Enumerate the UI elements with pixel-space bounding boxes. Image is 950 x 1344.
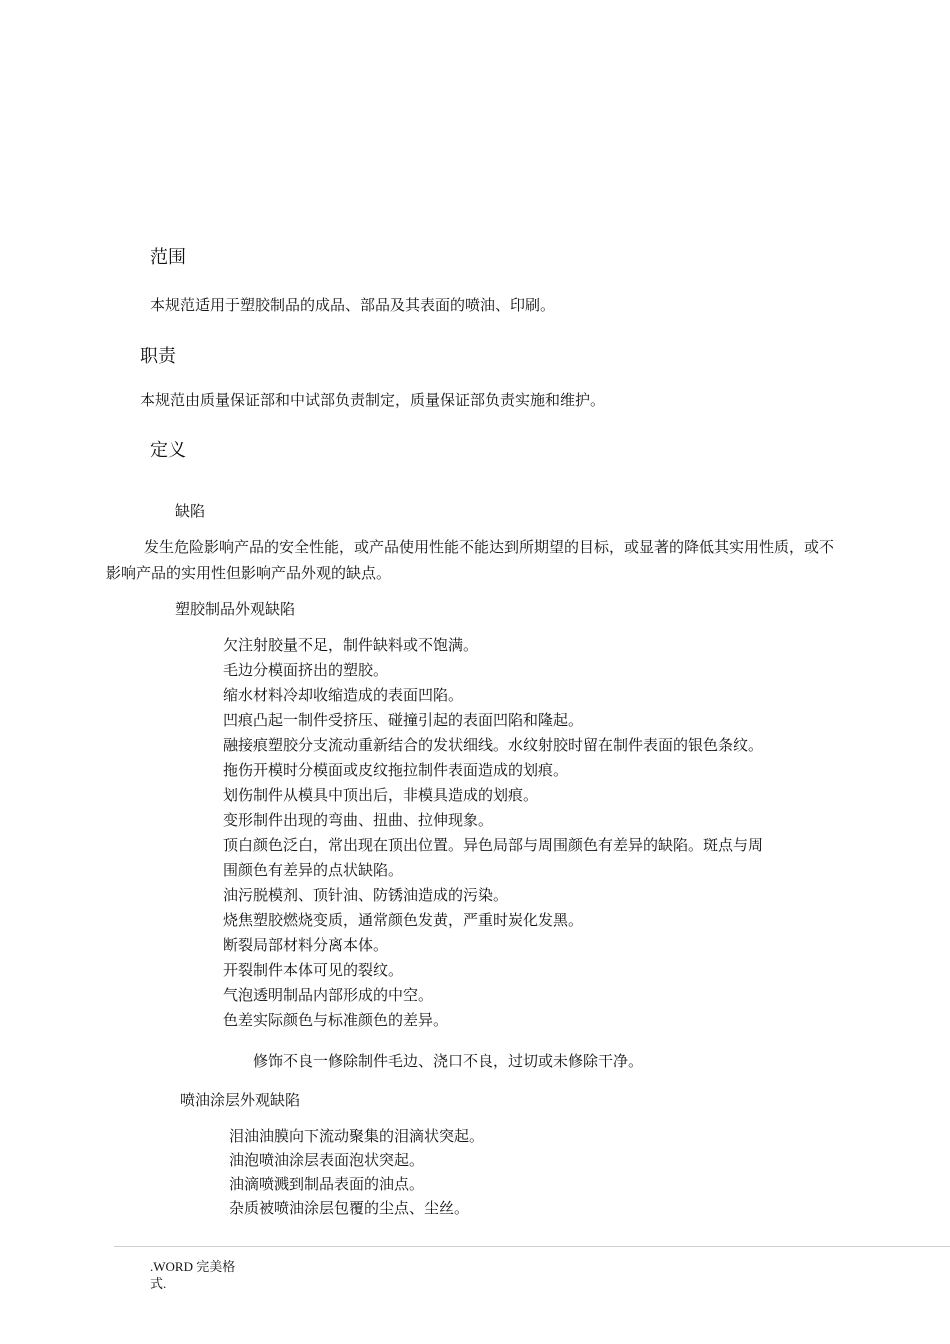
list-item: 油污脱模剂、顶针油、防锈油造成的污染。 xyxy=(223,886,509,904)
list-item: 欠注射胶量不足，制件缺料或不饱满。 xyxy=(223,636,479,654)
list-item: 变形制件出现的弯曲、扭曲、拉伸现象。 xyxy=(223,811,494,829)
plastic-defects-list xyxy=(223,633,763,1033)
coating-defects-subheading: 喷油涂层外观缺陷 xyxy=(180,1091,301,1109)
responsibility-heading: 职责 xyxy=(140,346,176,367)
list-item: 油滴喷溅到制品表面的油点。 xyxy=(229,1175,425,1193)
footer-divider xyxy=(114,1246,950,1247)
list-item: 划伤制件从模具中顶出后，非模具造成的划痕。 xyxy=(223,786,539,804)
coating-defects-list xyxy=(229,1124,484,1220)
list-item: 顶白颜色泛白，常出现在顶出位置。异色局部与周围颜色有差异的缺陷。斑点与周 xyxy=(223,836,764,854)
footer-text: .WORD 完美格式. xyxy=(150,1259,236,1291)
plastic-defects-subheading: 塑胶制品外观缺陷 xyxy=(175,600,296,618)
scope-heading: 范围 xyxy=(150,247,186,268)
list-item: 断裂局部材料分离本体。 xyxy=(223,936,389,954)
list-item: 融接痕塑胶分支流动重新结合的发状细线。水纹射胶时留在制件表面的银色条纹。 xyxy=(223,736,764,754)
list-item: 杂质被喷油涂层包覆的尘点、尘丝。 xyxy=(229,1199,470,1217)
list-item: 围颜色有差异的点状缺陷。 xyxy=(223,861,404,879)
list-item: 凹痕凸起一制件受挤压、碰撞引起的表面凹陷和隆起。 xyxy=(223,711,584,729)
list-item: 泪油油膜向下流动聚集的泪滴状突起。 xyxy=(229,1127,485,1145)
list-item: 油泡喷油涂层表面泡状突起。 xyxy=(229,1151,425,1169)
trim-defect-item: 修饰不良一修除制件毛边、浇口不良，过切或未修除干净。 xyxy=(253,1052,644,1070)
defect-subheading: 缺陷 xyxy=(175,502,206,520)
list-item: 色差实际颜色与标准颜色的差异。 xyxy=(223,1011,449,1029)
list-item: 烧焦塑胶燃烧变质，通常颜色发黄，严重时炭化发黑。 xyxy=(223,911,584,929)
defect-paragraph: 发生危险影响产品的安全性能，或产品使用性能不能达到所期望的目标，或显著的降低其实用性质，或不影响产品的实用性但影响产品外观的缺点。 xyxy=(106,538,835,582)
responsibility-text: 本规范由质量保证部和中试部负责制定，质量保证部负责实施和维护。 xyxy=(140,391,606,409)
list-item: 毛边分模面挤出的塑胶。 xyxy=(223,661,389,679)
scope-text: 本规范适用于塑胶制品的成品、部品及其表面的喷油、印刷。 xyxy=(150,296,556,314)
list-item: 气泡透明制品内部形成的中空。 xyxy=(223,986,434,1004)
list-item: 缩水材料冷却收缩造成的表面凹陷。 xyxy=(223,686,464,704)
list-item: 拖伤开模时分模面或皮纹拖拉制件表面造成的划痕。 xyxy=(223,761,569,779)
list-item: 开裂制件本体可见的裂纹。 xyxy=(223,961,404,979)
definition-heading: 定义 xyxy=(150,440,186,461)
